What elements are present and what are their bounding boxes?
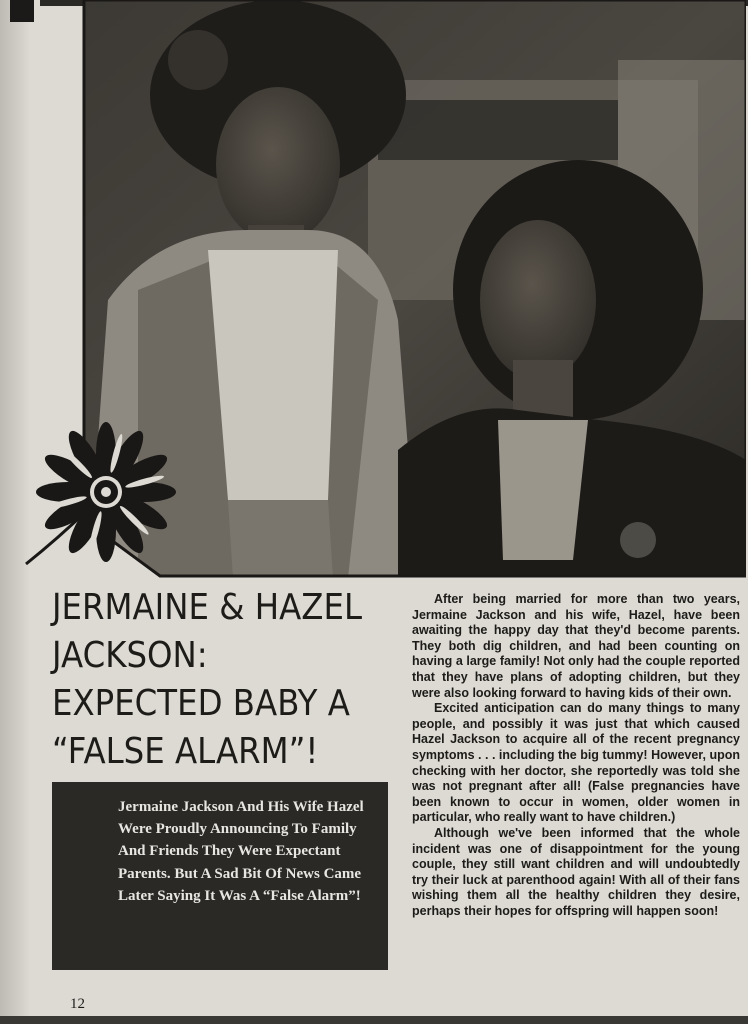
body-paragraph-2: Excited anticipation can do many things to many people, and possibly it was just that which caused Hazel Jackson to acquire all of the recent pregnancy symptoms . . . including the big tummy! However, upon checking with her doctor, she reportedly was told she was not pregnant after all! (False pregnancies have been known to occur in women, older women in particular, who really want to have children.) [412, 701, 740, 825]
bottom-rule [0, 1016, 748, 1024]
article-headline: JERMAINE & HAZEL JACKSON: EXPECTED BABY A “FALSE ALARM”! [52, 587, 363, 772]
daisy-flower-icon [22, 418, 182, 578]
corner-mark [10, 0, 34, 22]
body-paragraph-3: Although we've been informed that the whole incident was one of disappointment for the young couple, they still want children and will undoubtedly try their luck at parenthood again! With all of their fans wishing them all the healthy children they desire, perhaps their hopes for offspring will happen soon! [412, 825, 740, 918]
article-body [412, 592, 740, 919]
deck-box [52, 782, 388, 970]
body-paragraph-1: After being married for more than two years, Jermaine Jackson and his wife, Hazel, have been awaiting the happy day that they'd become parents. They both dig children, and had been counting on having a large family! Not only had the couple reported that they have plans of adopting children, but they were also looking forward to having kids of their own. [412, 592, 740, 700]
deck-text: Jermaine Jackson And His Wife Hazel Were Proudly Announcing To Family And Friends They Were Expectant Parents. But A Sad Bit Of News Came Later Saying It Was A “False Alarm”! [118, 799, 364, 904]
page-number: 12 [70, 996, 85, 1012]
